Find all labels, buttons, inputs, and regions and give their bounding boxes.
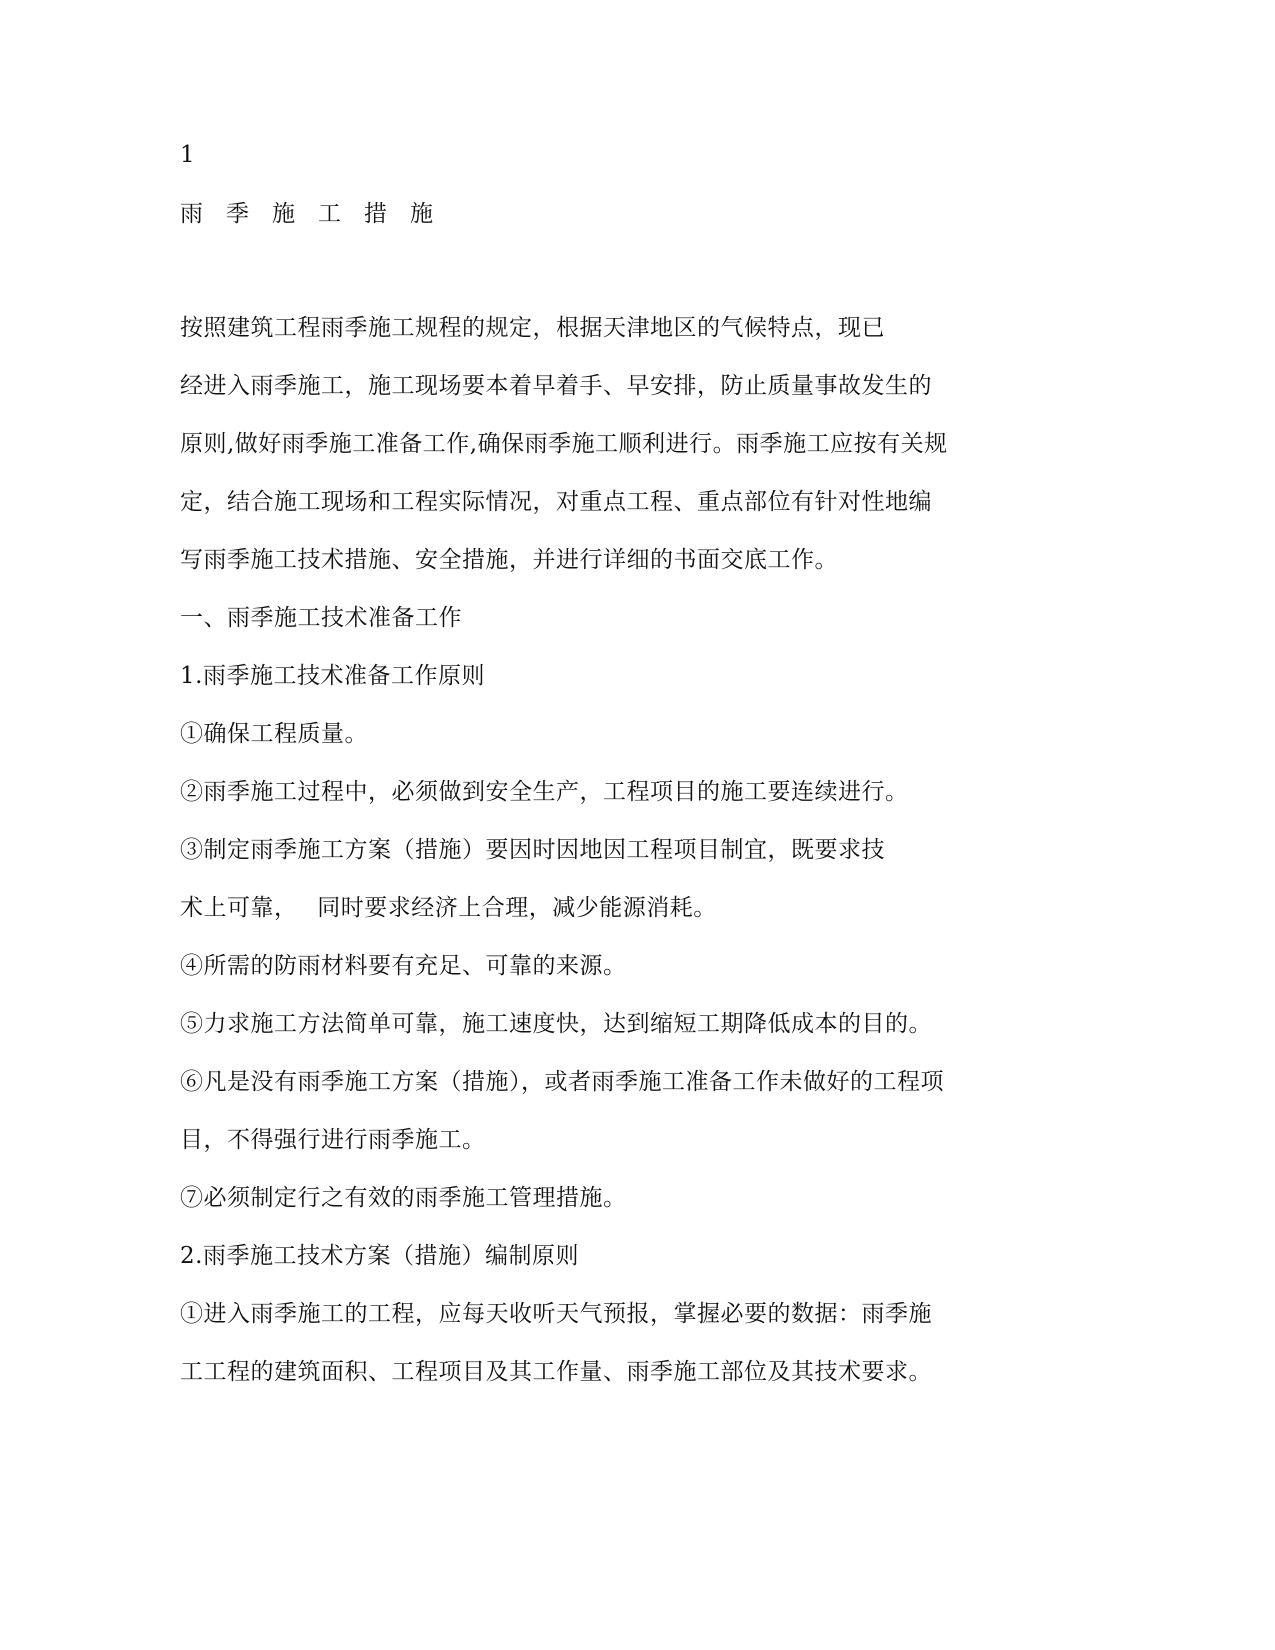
list-item-continuation: 工工程的建筑面积、工程项目及其工作量、雨季施工部位及其技术要求。 bbox=[180, 1359, 932, 1385]
paragraph-line: 写雨季施工技术措施、安全措施，并进行详细的书面交底工作。 bbox=[180, 547, 838, 573]
list-item: ③制定雨季施工方案（措施）要因时因地因工程项目制宜，既要求技 bbox=[180, 837, 885, 863]
list-item-continuation: 术上可靠， 同时要求经济上合理，减少能源消耗。 bbox=[180, 895, 717, 921]
list-item: ①确保工程质量。 bbox=[180, 721, 368, 747]
paragraph-line: 原则,做好雨季施工准备工作,确保雨季施工顺利进行。雨季施工应按有关规 bbox=[180, 431, 948, 457]
section-heading: 一、雨季施工技术准备工作 bbox=[180, 605, 462, 631]
list-item: ①进入雨季施工的工程，应每天收听天气预报，掌握必要的数据：雨季施 bbox=[180, 1301, 932, 1327]
subsection-heading: 1.雨季施工技术准备工作原则 bbox=[180, 663, 485, 689]
list-item-continuation: 目，不得强行进行雨季施工。 bbox=[180, 1127, 486, 1153]
list-item: ⑤力求施工方法简单可靠，施工速度快，达到缩短工期降低成本的目的。 bbox=[180, 1011, 932, 1037]
paragraph-line: 按照建筑工程雨季施工规程的规定，根据天津地区的气候特点，现已 bbox=[180, 315, 885, 341]
list-item: ⑦必须制定行之有效的雨季施工管理措施。 bbox=[180, 1185, 627, 1211]
paragraph-line: 经进入雨季施工，施工现场要本着早着手、早安排，防止质量事故发生的 bbox=[180, 373, 932, 399]
list-item: ④所需的防雨材料要有充足、可靠的来源。 bbox=[180, 953, 627, 979]
list-item: ②雨季施工过程中，必须做到安全生产，工程项目的施工要连续进行。 bbox=[180, 779, 909, 805]
subsection-heading: 2.雨季施工技术方案（措施）编制原则 bbox=[180, 1243, 579, 1269]
document-title: 雨 季 施 工 措 施 bbox=[180, 201, 433, 227]
paragraph-line: 定，结合施工现场和工程实际情况，对重点工程、重点部位有针对性地编 bbox=[180, 489, 932, 515]
list-item: ⑥凡是没有雨季施工方案（措施），或者雨季施工准备工作未做好的工程项 bbox=[180, 1069, 944, 1095]
page-number: 1 bbox=[180, 142, 196, 168]
